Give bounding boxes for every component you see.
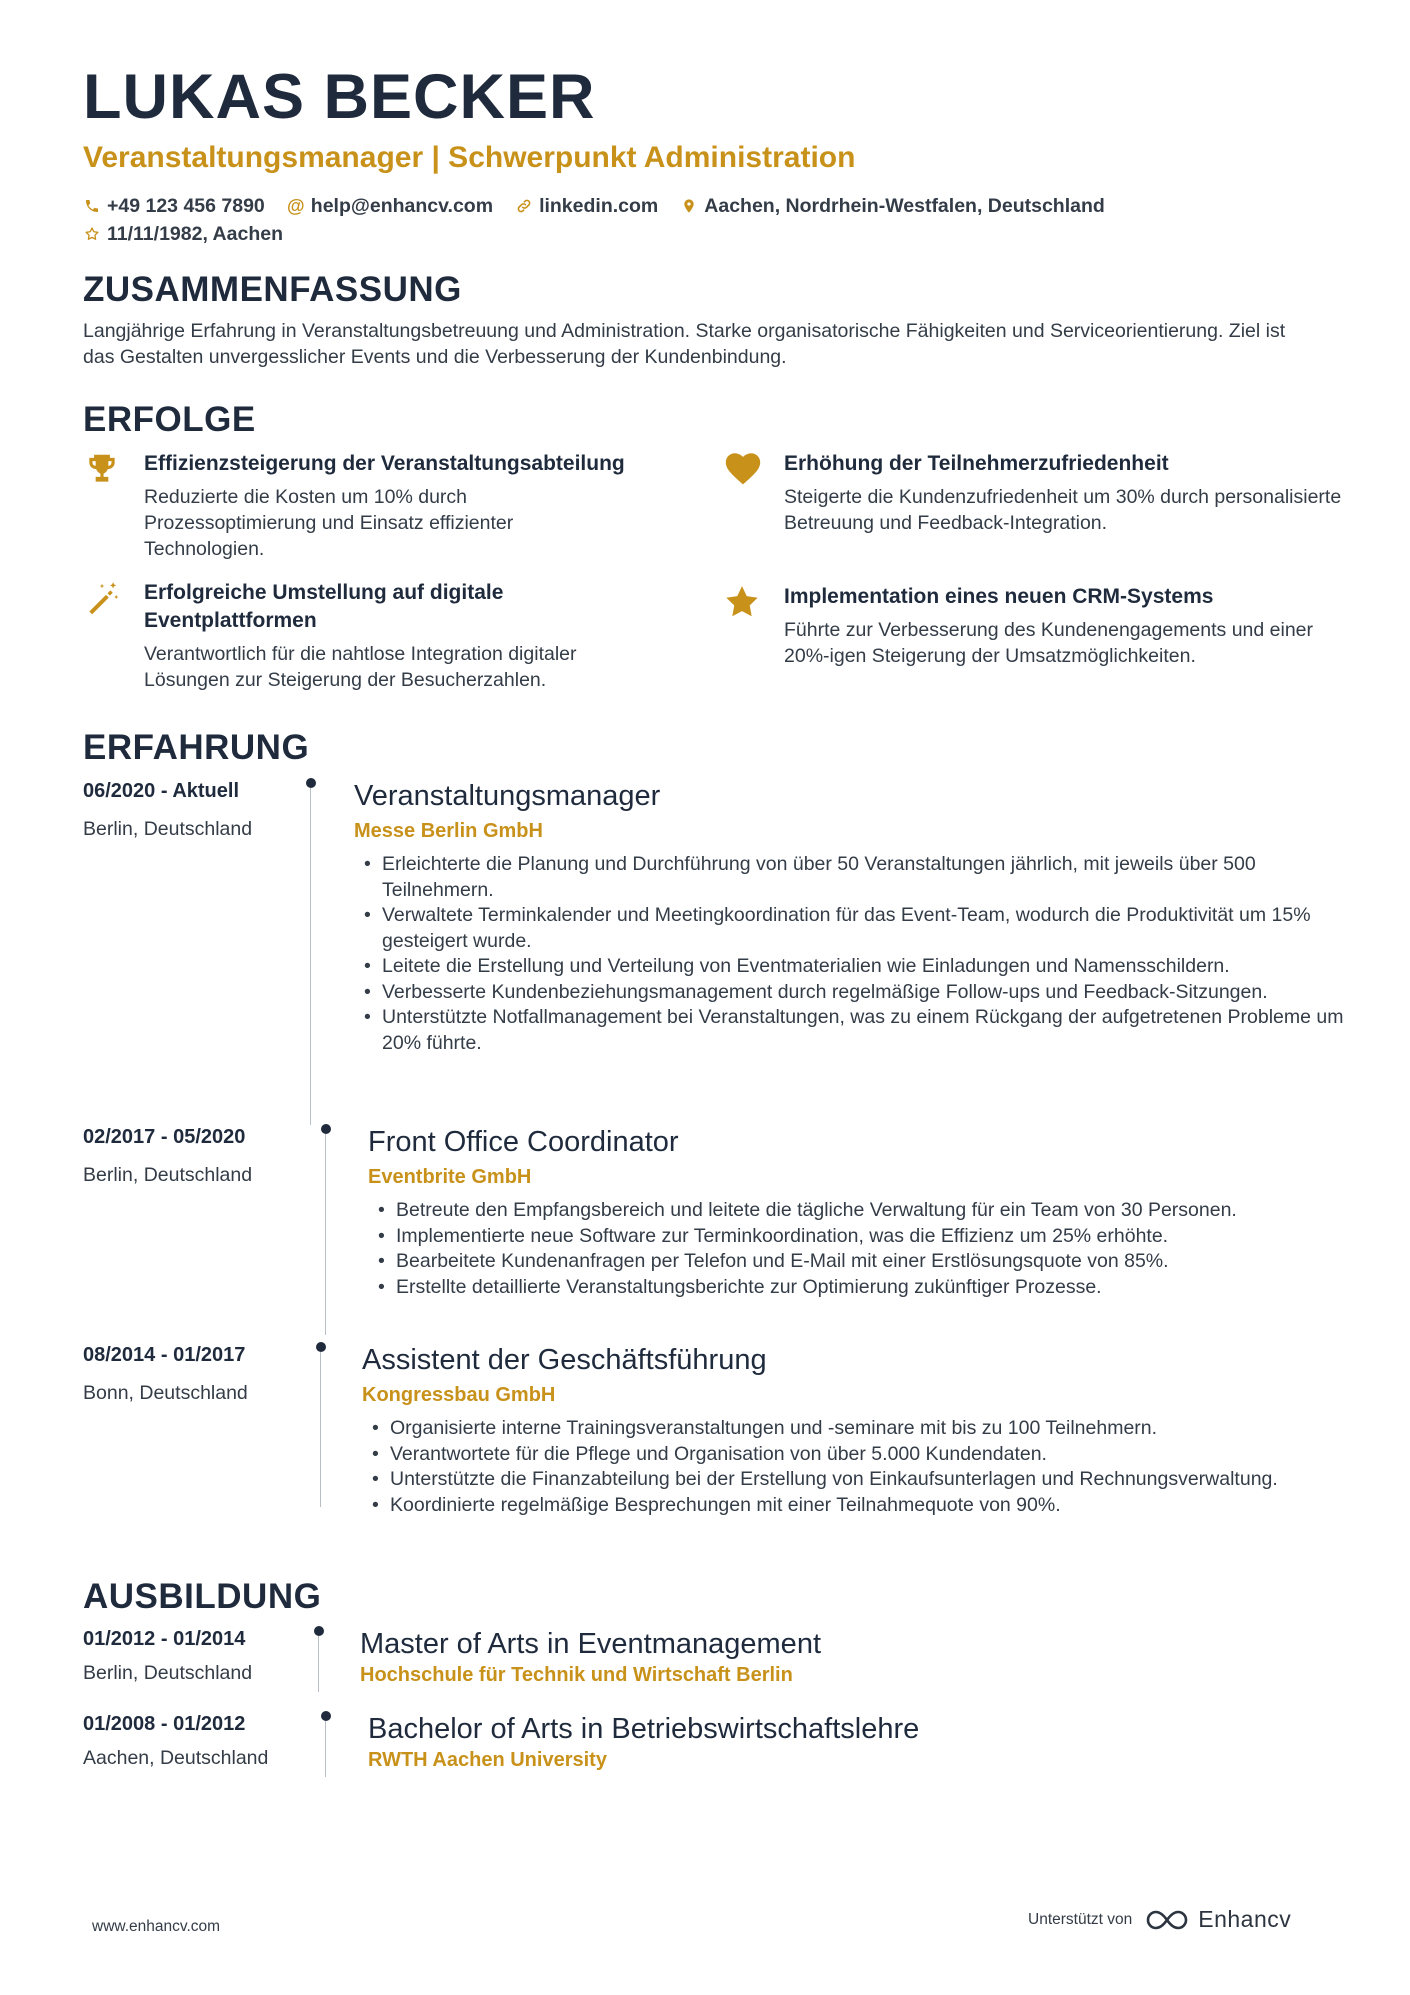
at-icon: @ xyxy=(287,195,305,216)
achievement-description: Steigerte die Kundenzufriedenheit um 30% durch personalisierte Betreuung und Feedback-Integration. xyxy=(784,486,1342,534)
footer-branding xyxy=(1028,1906,1291,1933)
job-company: Kongressbau GmbH xyxy=(362,1384,556,1406)
job-bullet: • Leitete die Erstellung und Verteilung von Eventmaterialien wie Einladungen und Namensschildern. xyxy=(354,954,1354,980)
infinity-logo-icon xyxy=(1144,1907,1190,1933)
achievement-item xyxy=(723,583,1314,669)
powered-by-text: Unterstützt von xyxy=(1028,1910,1133,1928)
achievement-item xyxy=(83,579,643,693)
education-heading: AUSBILDUNG xyxy=(83,1577,322,1616)
contact-birth xyxy=(83,223,283,246)
education-location: Berlin, Deutschland xyxy=(83,1662,253,1684)
footer-website[interactable]: www.enhancv.com xyxy=(92,1918,221,1935)
achievement-title: Effizienzsteigerung der Veranstaltungsabteilung xyxy=(144,452,625,475)
phone-text: +49 123 456 7890 xyxy=(107,194,265,217)
job-title: Veranstaltungsmanager xyxy=(354,780,661,812)
brand-name: Enhancv xyxy=(1198,1906,1292,1932)
job-date: 02/2017 - 05/2020 xyxy=(83,1126,246,1148)
link-icon xyxy=(515,197,533,215)
education-location: Aachen, Deutschland xyxy=(83,1747,269,1769)
achievement-description: Führte zur Verbesserung des Kundenengagements und einer 20%-igen Steigerung der Umsatzmöglichkeiten. xyxy=(784,619,1314,667)
timeline-line xyxy=(325,1721,326,1777)
job-bullet: • Organisierte interne Trainingsveranstaltungen und -seminare mit bis zu 100 Teilnehmern. xyxy=(362,1416,1352,1442)
job-bullet: • Erleichterte die Planung und Durchführung von über 50 Veranstaltungen jährlich, mit jeweils über 500 Teilnehmern. xyxy=(354,852,1354,903)
job-bullet: • Koordinierte regelmäßige Besprechungen mit einer Teilnahmequote von 90%. xyxy=(362,1493,1352,1519)
timeline-line xyxy=(325,1134,326,1335)
job-company: Messe Berlin GmbH xyxy=(354,820,543,842)
timeline-dot xyxy=(321,1124,331,1134)
contact-linkedin[interactable] xyxy=(515,195,658,218)
timeline-dot xyxy=(306,778,316,788)
achievement-item xyxy=(83,450,643,562)
job-bullet: • Betreute den Empfangsbereich und leitete die tägliche Verwaltung für ein Team von 30 Personen. xyxy=(368,1198,1358,1224)
education-date: 01/2012 - 01/2014 xyxy=(83,1628,246,1650)
job-date: 08/2014 - 01/2017 xyxy=(83,1344,246,1366)
enhancv-logo[interactable] xyxy=(1144,1906,1291,1933)
education-school: Hochschule für Technik und Wirtschaft Berlin xyxy=(360,1664,793,1686)
timeline-dot xyxy=(316,1342,326,1352)
job-bullet: • Verantwortete für die Pflege und Organisation von über 5.000 Kundendaten. xyxy=(362,1442,1352,1468)
magic-wand-icon xyxy=(83,579,121,617)
job-location: Bonn, Deutschland xyxy=(83,1382,248,1404)
candidate-name: LUKAS BECKER xyxy=(83,62,596,132)
education-school: RWTH Aachen University xyxy=(368,1749,607,1771)
job-bullet: • Verwaltete Terminkalender und Meetingkoordination für das Event-Team, wodurch die Produktivität um 15% gesteigert wurde. xyxy=(354,903,1354,954)
job-date: 06/2020 - Aktuell xyxy=(83,780,240,802)
job-bullets xyxy=(368,1198,1358,1300)
achievement-title: Erhöhung der Teilnehmerzufriedenheit xyxy=(784,452,1169,475)
location-pin-icon xyxy=(680,197,698,215)
summary-text: Langjährige Erfahrung in Veranstaltungsbetreuung und Administration. Starke organisatorische Fähigkeiten und Serviceorientierung. Ziel ist das Gestalten unvergesslicher Events und die Verbesserung der Kundenbindung. xyxy=(83,320,1286,368)
headline: Veranstaltungsmanager | Schwerpunkt Administration xyxy=(83,141,856,174)
trophy-icon xyxy=(83,450,121,488)
job-bullet: • Erstellte detaillierte Veranstaltungsberichte zur Optimierung zukünftiger Prozesse. xyxy=(368,1275,1358,1301)
job-location: Berlin, Deutschland xyxy=(83,818,253,840)
job-bullet: • Implementierte neue Software zur Terminkoordination, was die Effizienz um 25% erhöhte. xyxy=(368,1224,1358,1250)
timeline-line xyxy=(310,788,311,1125)
timeline-line xyxy=(320,1352,321,1507)
education-degree: Bachelor of Arts in Betriebswirtschaftslehre xyxy=(368,1713,920,1745)
heart-icon xyxy=(723,450,763,486)
contact-info xyxy=(83,193,1333,249)
contact-location xyxy=(680,195,1105,218)
job-title: Front Office Coordinator xyxy=(368,1126,679,1158)
star-outline-icon xyxy=(83,225,101,243)
job-bullet: • Verbesserte Kundenbeziehungsmanagement durch regelmäßige Follow-ups und Feedback-Sitzungen. xyxy=(354,980,1354,1006)
job-bullets xyxy=(362,1416,1352,1518)
achievement-title: Erfolgreiche Umstellung auf digitale Eventplattformen xyxy=(144,581,504,632)
job-location: Berlin, Deutschland xyxy=(83,1164,253,1186)
job-bullets xyxy=(354,852,1354,1056)
job-company: Eventbrite GmbH xyxy=(368,1166,532,1188)
achievement-item xyxy=(723,450,1342,536)
contact-phone[interactable] xyxy=(83,195,265,218)
location-text: Aachen, Nordrhein-Westfalen, Deutschland xyxy=(704,194,1105,217)
achievements-heading: ERFOLGE xyxy=(83,400,256,439)
birth-text: 11/11/1982, Aachen xyxy=(107,222,283,245)
education-date: 01/2008 - 01/2012 xyxy=(83,1713,246,1735)
linkedin-text: linkedin.com xyxy=(539,194,659,217)
job-bullet: • Unterstützte Notfallmanagement bei Veranstaltungen, was zu einem Rückgang der aufgetretenen Probleme um 20% führte. xyxy=(354,1005,1354,1056)
job-bullet: • Unterstützte die Finanzabteilung bei der Erstellung von Einkaufsunterlagen und Rechnungsverwaltung. xyxy=(362,1467,1352,1493)
achievement-description: Reduzierte die Kosten um 10% durch Prozessoptimierung und Einsatz effizienter Technologien. xyxy=(144,486,514,560)
education-degree: Master of Arts in Eventmanagement xyxy=(360,1628,821,1660)
timeline-dot xyxy=(321,1711,331,1721)
summary-heading: ZUSAMMENFASSUNG xyxy=(83,270,462,309)
email-text: help@enhancv.com xyxy=(310,194,494,217)
job-bullet: • Bearbeitete Kundenanfragen per Telefon und E-Mail mit einer Erstlösungsquote von 85%. xyxy=(368,1249,1358,1275)
contact-email[interactable] xyxy=(287,195,493,218)
timeline-dot xyxy=(314,1626,324,1636)
phone-icon xyxy=(83,197,101,215)
timeline-line xyxy=(318,1636,319,1692)
achievement-description: Verantwortlich für die nahtlose Integration digitaler Lösungen zur Steigerung der Besucherzahlen. xyxy=(144,643,577,691)
achievement-title: Implementation eines neuen CRM-Systems xyxy=(784,585,1214,608)
experience-heading: ERFAHRUNG xyxy=(83,728,310,767)
job-title: Assistent der Geschäftsführung xyxy=(362,1344,767,1376)
star-icon xyxy=(723,583,761,621)
